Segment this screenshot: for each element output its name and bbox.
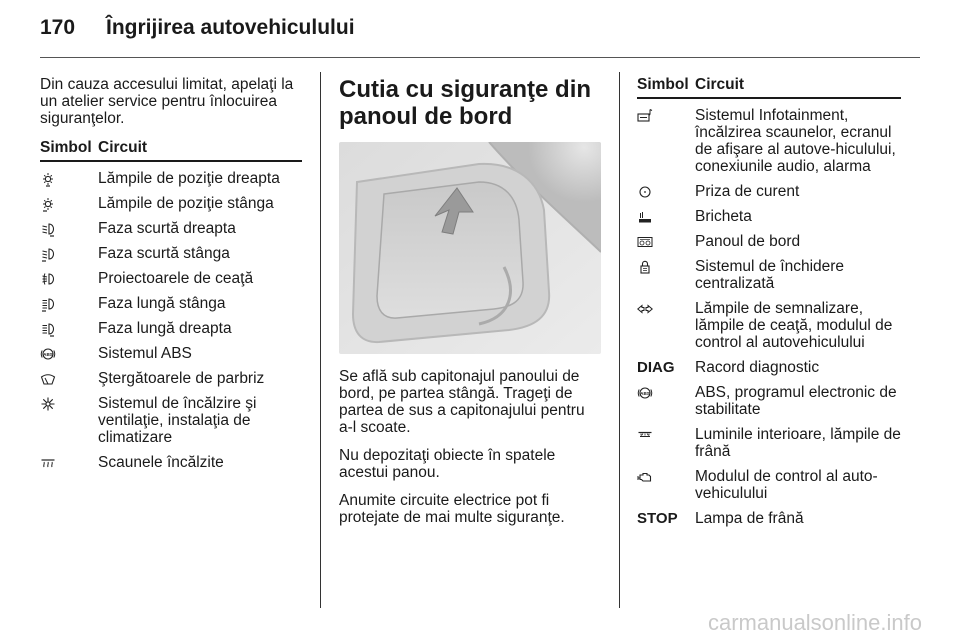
- circuit-label: Sistemul Infotainment, încălzirea scaunelor, ecranul de afişare al autove-hiculului, conexiunile audio, alarma: [695, 107, 896, 175]
- table-row: [637, 426, 901, 460]
- body-paragraph: Anumite circuite electrice pot fi protejate de mai multe siguranţe.: [339, 492, 565, 526]
- table-row: [637, 359, 901, 376]
- table-row: [40, 220, 302, 237]
- table-row: [40, 370, 302, 387]
- high-beam-left-icon: [40, 295, 98, 312]
- circuit-label: Priza de curent: [695, 183, 800, 200]
- infotainment-icon: [637, 107, 695, 124]
- fuse-table-header: [637, 76, 901, 99]
- left-column: [40, 76, 302, 471]
- circuit-label: Proiectoarele de ceaţă: [98, 270, 254, 287]
- table-row: [637, 208, 901, 225]
- position-light-right-icon: [40, 170, 98, 187]
- intro-text: Din cauza accesului limitat, apelaţi la un atelier service pentru înlocuirea siguranţelor.: [40, 76, 294, 127]
- circuit-label: Scaunele încălzite: [98, 454, 224, 471]
- turn-signal-icon: [637, 300, 695, 317]
- cigarette-lighter-icon: [637, 208, 695, 225]
- circuit-label: Racord diagnostic: [695, 359, 820, 376]
- table-row: [40, 195, 302, 212]
- table-row: [40, 320, 302, 337]
- page-number: 170: [40, 16, 76, 39]
- table-row: [40, 345, 302, 362]
- low-beam-right-icon: [40, 220, 98, 237]
- table-row: [40, 295, 302, 312]
- body-paragraph: Se află sub capitonajul panoului de bord, pe partea stângă. Trageţi de partea de sus a capitonajului pentru a-l scoate.: [339, 368, 585, 436]
- abs-icon: [40, 345, 98, 362]
- diag-symbol: DIAG: [637, 359, 675, 376]
- circuit-label: Modulul de control al auto-vehiculului: [695, 468, 878, 502]
- symbol-header: Simbol: [40, 139, 92, 156]
- table-row: [637, 510, 901, 527]
- table-row: [40, 395, 302, 446]
- circuit-label: Sistemul de încălzire şi ventilaţie, instalaţia de climatizare: [98, 395, 257, 446]
- svg-text:ABS: ABS: [43, 351, 53, 357]
- engine-icon: [637, 468, 695, 485]
- section-heading: Cutia cu siguranţe din panoul de bord: [339, 76, 592, 130]
- abs-icon: [637, 384, 695, 401]
- interior-light-icon: [637, 426, 695, 443]
- circuit-label: Faza lungă stânga: [98, 295, 226, 312]
- circuit-label: Lămpile de poziţie dreapta: [98, 170, 280, 187]
- power-socket-icon: [637, 183, 695, 200]
- table-row: [40, 170, 302, 187]
- circuit-header: Circuit: [98, 139, 148, 156]
- header-rule: [40, 57, 920, 58]
- position-light-left-icon: [40, 195, 98, 212]
- watermark: carmanualsonline.info: [707, 610, 922, 635]
- circuit-label: Faza scurtă dreapta: [98, 220, 236, 237]
- page-header: [40, 16, 355, 40]
- fuse-table-header: [40, 139, 302, 162]
- circuit-label: Luminile interioare, lămpile de frână: [695, 426, 901, 460]
- middle-column: [339, 76, 601, 537]
- fog-light-icon: [40, 270, 98, 287]
- central-locking-icon: [637, 258, 695, 275]
- heated-seat-icon: [40, 454, 98, 471]
- table-row: [40, 270, 302, 287]
- circuit-label: Faza scurtă stânga: [98, 245, 230, 262]
- circuit-label: Lămpile de poziţie stânga: [98, 195, 274, 212]
- circuit-label: ABS, programul electronic de stabilitate: [695, 384, 897, 418]
- symbol-header: Simbol: [637, 76, 689, 93]
- wiper-icon: [40, 370, 98, 387]
- body-paragraph: Nu depozitaţi obiecte în spatele acestui panou.: [339, 447, 556, 481]
- svg-text:ABS: ABS: [640, 390, 650, 396]
- stop-symbol: STOP: [637, 510, 678, 527]
- table-row: [637, 233, 901, 250]
- high-beam-right-icon: [40, 320, 98, 337]
- table-row: [637, 183, 901, 200]
- circuit-header: Circuit: [695, 76, 745, 93]
- low-beam-left-icon: [40, 245, 98, 262]
- column-divider: [619, 72, 620, 608]
- table-row: [637, 300, 901, 351]
- circuit-label: Panoul de bord: [695, 233, 801, 250]
- circuit-label: Sistemul ABS: [98, 345, 192, 362]
- circuit-label: Lampa de frână: [695, 510, 804, 527]
- column-divider: [320, 72, 321, 608]
- circuit-label: Lămpile de semnalizare, lămpile de ceaţă, modulul de control al autovehiculului: [695, 300, 893, 351]
- table-row: [637, 384, 901, 418]
- circuit-label: Ştergătoarele de parbriz: [98, 370, 265, 387]
- table-row: [637, 107, 901, 175]
- chapter-title: Îngrijirea autovehiculului: [106, 16, 355, 39]
- circuit-label: Bricheta: [695, 208, 752, 225]
- table-row: [40, 454, 302, 471]
- table-row: [637, 468, 901, 502]
- fuse-box-cover-photo: [339, 142, 601, 354]
- right-column: [637, 76, 901, 527]
- table-row: [40, 245, 302, 262]
- table-row: [637, 258, 901, 292]
- climate-fan-icon: [40, 395, 98, 412]
- circuit-label: Faza lungă dreapta: [98, 320, 232, 337]
- circuit-label: Sistemul de închidere centralizată: [695, 258, 845, 292]
- instrument-panel-icon: [637, 233, 695, 250]
